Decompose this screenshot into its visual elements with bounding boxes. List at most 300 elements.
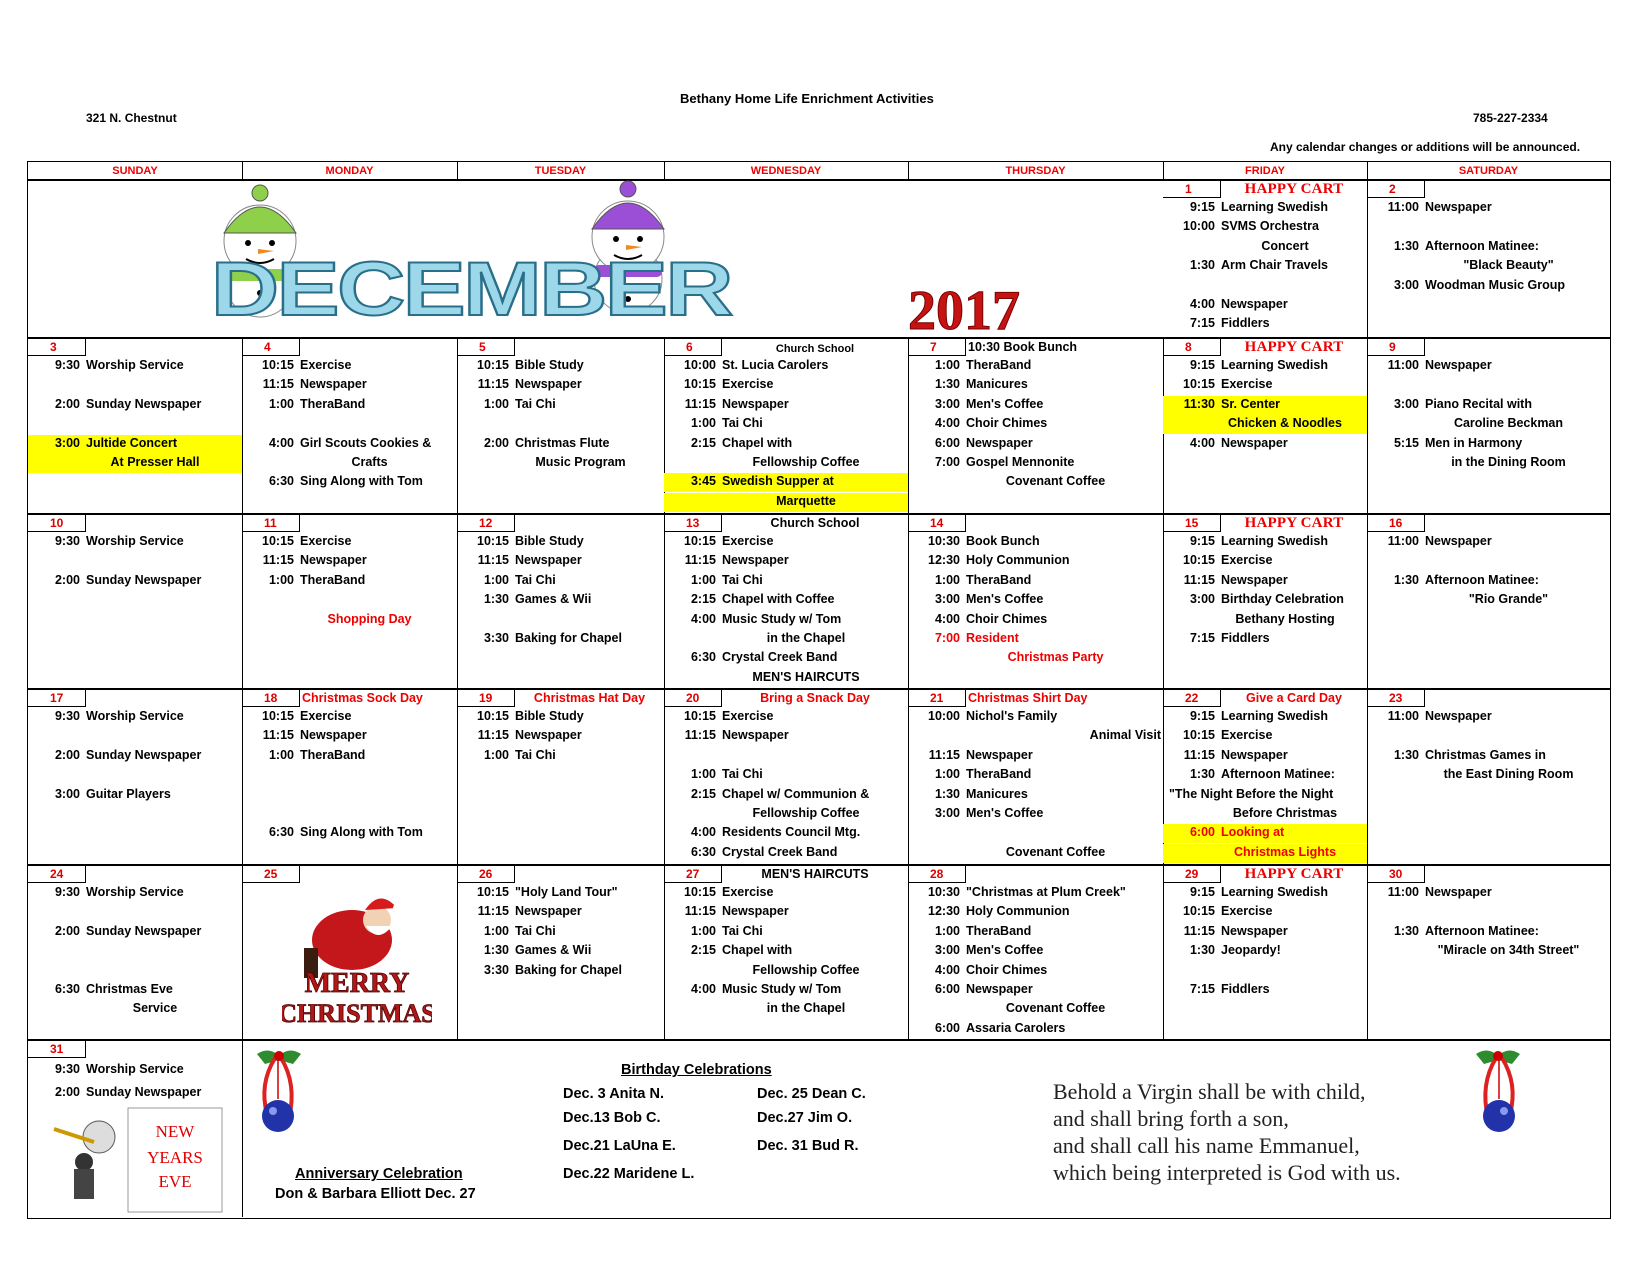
event-line [1367, 747, 1610, 763]
event-time: 10:15 [684, 709, 716, 723]
event-line [664, 357, 908, 373]
event-name: Exercise [300, 358, 352, 372]
special-event-label: Christmas Sock Day [302, 691, 423, 705]
day-header-saturday: SATURDAY [1458, 165, 1519, 177]
event-line [1163, 376, 1367, 392]
day-header-friday: FRIDAY [1245, 165, 1285, 177]
event-name: Exercise [722, 885, 774, 899]
day-number: 5 [457, 339, 515, 356]
event-time: 3:45 [690, 474, 716, 489]
event-name: Newspaper [966, 435, 1033, 450]
event-name: Men in Harmony [1425, 435, 1523, 450]
day-cell [1367, 179, 1610, 337]
event-name: Girl Scouts Cookies & [300, 435, 432, 450]
event-time: 11:15 [262, 553, 294, 568]
event-time: 2:00 [54, 572, 80, 587]
santa-merry-christmas-image [282, 882, 432, 1032]
event-name: Choir Chimes [966, 962, 1048, 977]
event-time: 10:00 [684, 358, 716, 372]
event-time: 2:15 [690, 786, 716, 801]
day-cell [242, 864, 457, 1039]
event-line [664, 708, 908, 724]
event-name: Christmas Party [1007, 650, 1104, 665]
event-line [457, 396, 664, 412]
day-number: 10 [28, 515, 86, 532]
event-line [1367, 257, 1610, 273]
phone: 785-227-2334 [1473, 111, 1548, 125]
event-name: MEN'S HAIRCUTS [752, 669, 860, 684]
event-line [908, 396, 1163, 412]
event-name: Newspaper [1221, 435, 1288, 450]
event-time: 11:15 [477, 553, 509, 568]
day-number: 4 [242, 339, 300, 356]
event-line [1163, 396, 1367, 415]
day-cell [1163, 864, 1367, 1039]
event-line [457, 708, 664, 724]
event-line [908, 357, 1163, 373]
event-name: Afternoon Matinee: [1425, 572, 1539, 587]
event-time: 3:00 [54, 435, 80, 450]
grid-line [1163, 162, 1164, 179]
event-time: 11:15 [477, 904, 509, 919]
calendar-grid [27, 161, 1611, 1219]
day-cell [28, 1039, 242, 1217]
event-name: Newspaper [1425, 358, 1492, 372]
event-line [457, 454, 664, 470]
special-event-label: Christmas Hat Day [533, 691, 646, 705]
event-time: 11:15 [928, 747, 960, 762]
event-name: Newspaper [300, 728, 367, 743]
event-time: 1:00 [483, 747, 509, 762]
event-line [664, 805, 908, 821]
event-line [457, 591, 664, 607]
event-time: 11:00 [1387, 709, 1419, 723]
event-name: Choir Chimes [966, 611, 1048, 626]
day-cell [664, 513, 908, 688]
event-name: Tai Chi [515, 747, 556, 762]
event-time: 10:30 [928, 885, 960, 899]
event-time: 10:30 [928, 534, 960, 548]
event-line [908, 591, 1163, 607]
day-number: 28 [908, 866, 966, 883]
event-line [1163, 257, 1367, 273]
event-name: Chapel with [722, 943, 793, 958]
event-time: 11:15 [684, 553, 716, 568]
day-number: 26 [457, 866, 515, 883]
event-name: St. Lucia Carolers [722, 358, 829, 372]
event-name: Worship Service [86, 358, 184, 372]
event-line [28, 981, 242, 997]
event-line [457, 903, 664, 919]
event-name: Tai Chi [515, 923, 556, 938]
event-name: Newspaper [722, 553, 789, 568]
event-name: Crafts [351, 455, 388, 469]
address: 321 N. Chestnut [86, 111, 177, 125]
event-name: Baking for Chapel [515, 631, 622, 645]
event-name: Exercise [1221, 553, 1273, 568]
event-line [908, 552, 1163, 568]
event-time: 9:15 [1189, 200, 1215, 214]
event-line [1367, 533, 1610, 549]
event-time: 9:15 [1189, 885, 1215, 899]
event-time: 10:15 [1183, 377, 1215, 392]
special-event-label: Christmas Shirt Day [968, 691, 1088, 705]
birthday-entry: Dec. 3 Anita N. [563, 1086, 664, 1102]
event-line [1163, 824, 1367, 843]
event-time: 1:00 [483, 923, 509, 938]
day-cell [242, 513, 457, 688]
event-name: Newspaper [966, 747, 1033, 762]
event-line [457, 552, 664, 568]
event-time: 6:00 [934, 982, 960, 996]
special-event-label: HAPPY CART [1244, 339, 1344, 355]
event-name: Christmas Flute [515, 435, 610, 450]
event-name: Christmas Games in [1425, 747, 1546, 762]
event-name: in the Chapel [766, 631, 846, 645]
event-name: Newspaper [1221, 747, 1288, 762]
day-number: 15 [1163, 515, 1221, 532]
event-line [664, 786, 908, 802]
event-name: Newspaper [722, 396, 789, 411]
event-line [664, 981, 908, 997]
event-time: 1:00 [934, 923, 960, 938]
event-line [1163, 981, 1367, 997]
event-name: Newspaper [722, 904, 789, 919]
svg-text:EVE: EVE [158, 1172, 192, 1191]
december-banner [28, 179, 1163, 337]
event-name: Holy Communion [966, 904, 1070, 919]
event-name: Exercise [1221, 377, 1273, 392]
birthday-entry: Dec.13 Bob C. [563, 1110, 661, 1126]
event-name: Newspaper [1425, 200, 1492, 214]
event-line [1163, 552, 1367, 568]
verse-line: which being interpreted is God with us. [1053, 1160, 1401, 1185]
day-cell [457, 864, 664, 1039]
event-name: Worship Service [86, 885, 184, 899]
event-name: Men's Coffee [966, 592, 1044, 607]
event-time: 10:15 [684, 534, 716, 548]
event-time: 1:30 [934, 786, 960, 801]
event-line [908, 630, 1163, 646]
event-name: Newspaper [722, 728, 789, 743]
event-line [1367, 708, 1610, 724]
event-name: Tai Chi [722, 767, 763, 782]
event-name: "Miracle on 34th Street" [1437, 943, 1580, 958]
event-time: 1:00 [934, 767, 960, 782]
event-name: Birthday Celebration [1221, 592, 1344, 607]
event-time: 2:15 [690, 943, 716, 958]
event-line [664, 630, 908, 646]
day-cell [28, 337, 242, 513]
day-number: 25 [242, 866, 300, 883]
event-name: Afternoon Matinee: [1425, 238, 1539, 253]
event-name: Newspaper [1425, 885, 1492, 899]
event-line [908, 376, 1163, 392]
event-line [1367, 199, 1610, 215]
event-line [1163, 630, 1367, 646]
day-cell [1163, 688, 1367, 864]
event-time: 11:00 [1387, 200, 1419, 214]
event-name: Guitar Players [86, 786, 171, 801]
day-cell [457, 513, 664, 688]
day-cell [1367, 513, 1610, 688]
event-time: 9:30 [54, 1062, 80, 1076]
event-line [1163, 218, 1367, 234]
day-cell [664, 864, 908, 1039]
bottom-notes [243, 1040, 1610, 1217]
event-line [1367, 396, 1610, 412]
event-name: Tai Chi [722, 416, 763, 431]
event-name: Men's Coffee [966, 943, 1044, 958]
event-time: 3:00 [54, 786, 80, 801]
event-time: 11:15 [477, 728, 509, 743]
event-line [908, 844, 1163, 860]
event-line [28, 747, 242, 763]
day-number: 27 [664, 866, 722, 883]
event-time: 7:15 [1189, 982, 1215, 996]
day-number: 29 [1163, 866, 1221, 883]
event-time: 2:00 [54, 1085, 80, 1099]
event-line [1163, 884, 1367, 900]
event-name: Bible Study [515, 709, 584, 723]
event-line [1163, 357, 1367, 373]
ornament-decoration [1468, 1044, 1528, 1149]
day-cell [908, 513, 1163, 688]
day-cell [1367, 337, 1610, 513]
event-line [242, 435, 457, 451]
event-time: 3:30 [483, 962, 509, 977]
event-line [28, 1084, 201, 1100]
event-time: 4:00 [934, 416, 960, 431]
event-name: in the Dining Room [1451, 455, 1566, 469]
day-number: 1 [1163, 181, 1221, 198]
day-header-thursday: THURSDAY [1005, 165, 1066, 177]
event-name: in the Chapel [766, 1001, 846, 1016]
event-time: 2:00 [54, 747, 80, 762]
event-name: Baking for Chapel [515, 962, 622, 977]
event-line [457, 962, 664, 978]
event-line [908, 415, 1163, 431]
event-line [908, 1000, 1163, 1016]
event-line [664, 415, 908, 431]
event-time: 2:00 [54, 923, 80, 938]
event-time: 9:15 [1189, 534, 1215, 548]
event-line [908, 611, 1163, 627]
event-time: 1:00 [483, 572, 509, 587]
event-name: Bible Study [515, 534, 584, 548]
event-name: Fiddlers [1221, 316, 1270, 331]
event-time: 4:00 [934, 962, 960, 977]
event-line [1163, 296, 1367, 312]
event-line [664, 376, 908, 392]
event-line [242, 396, 457, 412]
day-number: 30 [1367, 866, 1425, 883]
event-name: Looking at [1221, 825, 1285, 840]
event-name: Animal Visit [1089, 728, 1161, 743]
verse-line: and shall call his name Emmanuel, [1053, 1133, 1360, 1158]
event-time: 1:00 [690, 923, 716, 938]
event-name: Shopping Day [327, 611, 412, 626]
day-cell [664, 337, 908, 513]
event-time: 11:30 [1183, 396, 1215, 411]
event-time: 1:30 [934, 377, 960, 392]
event-line [1367, 942, 1610, 958]
event-name: Newspaper [515, 553, 582, 568]
event-time: 1:30 [1393, 923, 1419, 938]
event-time: 11:15 [262, 377, 294, 392]
event-name: Newspaper [515, 377, 582, 392]
event-line [457, 435, 664, 451]
event-name: Book Bunch [966, 534, 1040, 548]
event-line [242, 376, 457, 392]
event-time: 11:00 [1387, 534, 1419, 548]
svg-text:CHRISTMAS: CHRISTMAS [282, 999, 432, 1028]
event-name: Tai Chi [722, 572, 763, 587]
day-number: 13 [664, 515, 722, 532]
event-line [457, 923, 664, 939]
event-line [908, 923, 1163, 939]
event-name: Music Study w/ Tom [722, 982, 842, 996]
event-name: Holy Communion [966, 553, 1070, 568]
event-line [664, 903, 908, 919]
event-line [1163, 942, 1367, 958]
day-header-tuesday: TUESDAY [534, 165, 587, 177]
event-time: 6:00 [934, 1020, 960, 1035]
day-cell [28, 513, 242, 688]
event-line [1163, 572, 1367, 588]
day-number: 31 [28, 1041, 86, 1058]
event-line [242, 572, 457, 588]
event-name: Chicken & Noodles [1228, 416, 1342, 431]
event-name: SVMS Orchestra [1221, 219, 1319, 234]
event-name: Sunday Newspaper [86, 923, 202, 938]
event-time: 11:00 [1387, 358, 1419, 372]
event-line [1367, 277, 1610, 293]
event-line [908, 649, 1163, 665]
day-number: 24 [28, 866, 86, 883]
event-line [908, 903, 1163, 919]
event-name: Residents Council Mtg. [722, 825, 861, 840]
day-number: 2 [1367, 181, 1425, 198]
event-line [1163, 747, 1367, 763]
special-event-label: HAPPY CART [1244, 515, 1344, 531]
day-number: 16 [1367, 515, 1425, 532]
day-header-wednesday: WEDNESDAY [750, 165, 822, 177]
event-time: 10:15 [262, 709, 294, 723]
event-time: 11:15 [684, 728, 716, 743]
event-name: Newspaper [1221, 297, 1288, 311]
event-time: 7:15 [1189, 631, 1215, 645]
grid-line [664, 162, 665, 179]
event-name: Service [132, 1001, 178, 1016]
event-name: Jultide Concert [86, 435, 177, 450]
day-cell [242, 337, 457, 513]
event-line [1163, 238, 1367, 254]
event-name: Fellowship Coffee [752, 455, 860, 469]
event-time: 1:00 [268, 747, 294, 762]
event-name: Assaria Carolers [966, 1020, 1066, 1035]
special-event-label: 10:30 Book Bunch [968, 340, 1078, 354]
event-line [1163, 727, 1367, 743]
event-line [1163, 708, 1367, 724]
birthday-entry: Dec. 25 Dean C. [757, 1086, 866, 1102]
event-line [908, 747, 1163, 763]
day-cell [1163, 513, 1367, 688]
day-cell [457, 688, 664, 864]
day-cell [457, 337, 664, 513]
event-time: 9:30 [54, 358, 80, 372]
event-time: 11:15 [262, 728, 294, 743]
event-time: 9:15 [1189, 358, 1215, 372]
day-cell [28, 688, 242, 864]
event-time: 3:30 [483, 631, 509, 645]
event-time: 1:00 [690, 572, 716, 587]
event-name: Resident [966, 631, 1019, 645]
event-line [1163, 903, 1367, 919]
event-line [1367, 572, 1610, 588]
event-line [28, 454, 242, 473]
event-line [664, 473, 908, 492]
event-time: 10:15 [477, 885, 509, 899]
event-name: TheraBand [966, 572, 1032, 587]
event-name: Marquette [776, 493, 836, 508]
event-name: TheraBand [300, 396, 366, 411]
event-line [1163, 766, 1367, 782]
event-line [908, 884, 1163, 900]
event-line [664, 766, 908, 782]
event-name: Exercise [722, 377, 774, 392]
event-name: Sing Along with Tom [300, 474, 423, 489]
event-name: At Presser Hall [110, 455, 200, 469]
day-cell [28, 864, 242, 1039]
event-line [28, 396, 242, 412]
event-name: Crystal Creek Band [722, 844, 838, 859]
special-event-label: Church School [770, 516, 860, 530]
year-title: 2017 [908, 280, 1020, 337]
event-time: 4:00 [690, 982, 716, 996]
event-name: Tai Chi [722, 923, 763, 938]
event-line [457, 572, 664, 588]
event-line [457, 747, 664, 763]
event-line [1367, 766, 1610, 782]
day-header-monday: MONDAY [325, 165, 374, 177]
day-number: 8 [1163, 339, 1221, 356]
event-time: 7:00 [934, 455, 960, 469]
event-time: 10:00 [928, 709, 960, 723]
event-line [1163, 591, 1367, 607]
svg-text:MERRY: MERRY [304, 968, 410, 999]
event-name: Worship Service [86, 709, 184, 723]
event-line [242, 552, 457, 568]
event-line [457, 376, 664, 392]
event-time: 2:00 [483, 435, 509, 450]
verse-line: and shall bring forth a son, [1053, 1106, 1289, 1131]
event-name: Newspaper [1425, 534, 1492, 548]
event-line [664, 844, 908, 860]
event-time: 3:00 [1189, 592, 1215, 607]
event-name: Learning Swedish [1221, 200, 1328, 214]
event-name: Worship Service [86, 534, 184, 548]
event-name: Music Program [535, 455, 626, 469]
event-line [242, 708, 457, 724]
day-cell [908, 864, 1163, 1039]
svg-text:YEARS: YEARS [147, 1148, 203, 1167]
event-line [1367, 415, 1610, 431]
event-name: Covenant Coffee [1005, 1001, 1106, 1016]
page-title: Bethany Home Life Enrichment Activities [680, 91, 934, 106]
event-time: 10:15 [477, 534, 509, 548]
event-line [28, 884, 242, 900]
